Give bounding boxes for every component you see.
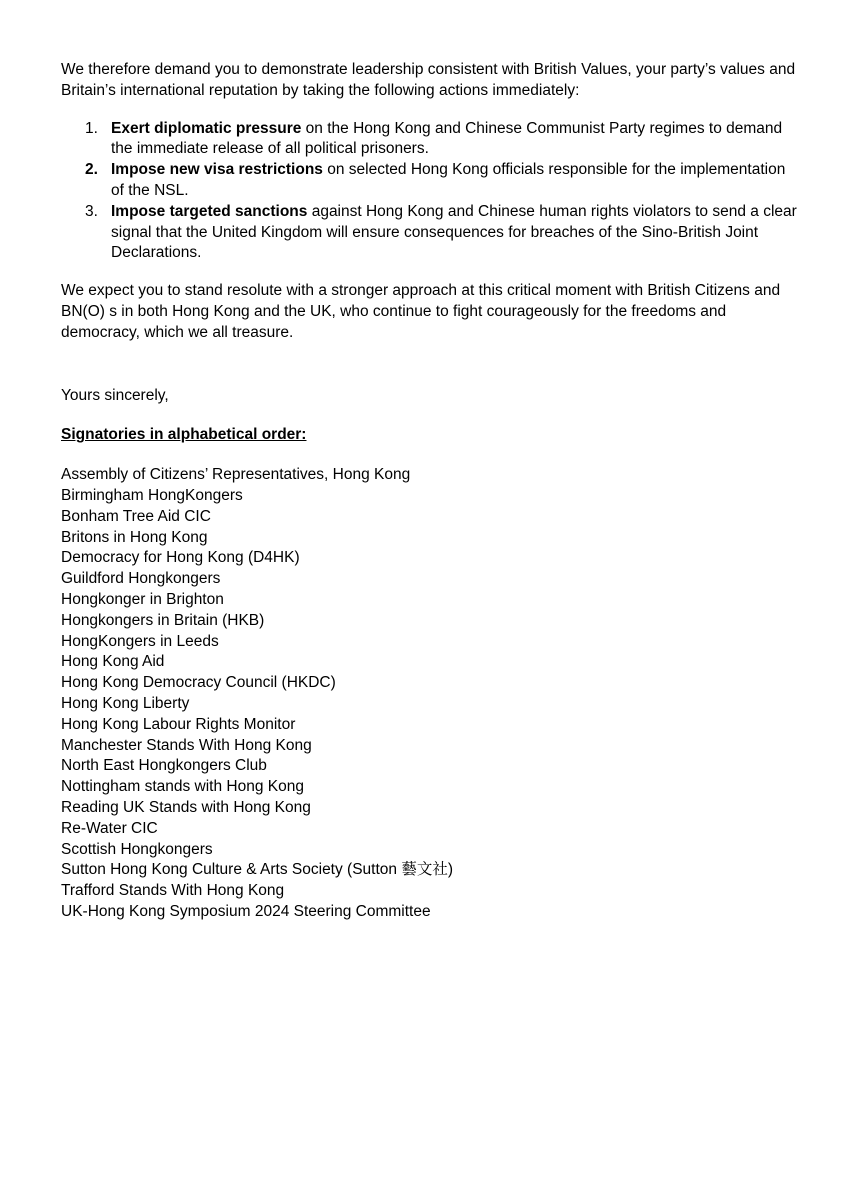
demand-text: against Hong Kong and Chinese human rights violators to send a clear signal that the United Kingdom will ensure consequences for breaches of the Sino-British Joint Declarations. [111, 202, 797, 262]
signatory-item: Hongkonger in Brighton [61, 590, 224, 608]
demand-text: on the Hong Kong and Chinese Communist Party regimes to demand the immediate release of all political prisoners. [111, 119, 783, 158]
signatory-item: Re-Water CIC [61, 819, 158, 837]
demand-lead: Impose new visa restrictions [111, 161, 323, 179]
signatory-item: Hong Kong Aid [61, 653, 165, 671]
signatory-item: UK-Hong Kong Symposium 2024 Steering Committee [61, 902, 431, 920]
signatory-item: Trafford Stands With Hong Kong [61, 882, 285, 900]
signatory-item: Manchester Stands With Hong Kong [61, 736, 312, 754]
signatory-item: Birmingham HongKongers [61, 486, 243, 504]
demands-list [61, 119, 801, 265]
signatory-item: Hong Kong Democracy Council (HKDC) [61, 674, 336, 692]
salutation: Yours sincerely, [61, 386, 169, 404]
demand-text: on selected Hong Kong officials responsible for the implementation of the NSL. [111, 161, 786, 199]
signatories-heading: Signatories in alphabetical order: [61, 426, 307, 444]
demand-lead: Exert diplomatic pressure [111, 119, 302, 137]
demand-item [85, 202, 801, 264]
signatory-item: Nottingham stands with Hong Kong [61, 778, 304, 796]
intro-paragraph: We therefore demand you to demonstrate leadership consistent with British Values, your party’s values and Britain’s international reputation by taking the following actions immediately: [61, 61, 796, 99]
signatory-item: Hong Kong Labour Rights Monitor [61, 715, 296, 733]
signatory-item: Scottish Hongkongers [61, 840, 213, 858]
signatory-item: Hongkongers in Britain (HKB) [61, 611, 265, 629]
letter-body [61, 60, 801, 923]
signatory-item: Bonham Tree Aid CIC [61, 507, 211, 525]
signatory-item: Hong Kong Liberty [61, 694, 190, 712]
signatory-item: North East Hongkongers Club [61, 757, 267, 775]
demand-number: 3. [85, 202, 98, 220]
signatory-item: HongKongers in Leeds [61, 632, 219, 650]
signatories-list [61, 465, 801, 923]
signatory-item: Assembly of Citizens’ Representatives, Hong Kong [61, 466, 411, 484]
signatory-item: Guildford Hongkongers [61, 570, 221, 588]
demand-item [85, 119, 801, 161]
demand-number: 1. [85, 119, 98, 137]
signatory-item: Britons in Hong Kong [61, 528, 208, 546]
signatory-item: Democracy for Hong Kong (D4HK) [61, 549, 300, 567]
signatory-item: Reading UK Stands with Hong Kong [61, 798, 311, 816]
signatory-item: Sutton Hong Kong Culture & Arts Society (Sutton 藝文社) [61, 861, 453, 879]
demand-number: 2. [85, 161, 98, 179]
demand-item [85, 160, 801, 202]
expectation-paragraph: We expect you to stand resolute with a stronger approach at this critical moment with British Citizens and BN(O) s in both Hong Kong and the UK, who continue to fight courageously for the freedoms and democracy, which we all treasure. [61, 282, 781, 341]
spacer [61, 344, 801, 386]
demand-lead: Impose targeted sanctions [111, 202, 308, 220]
